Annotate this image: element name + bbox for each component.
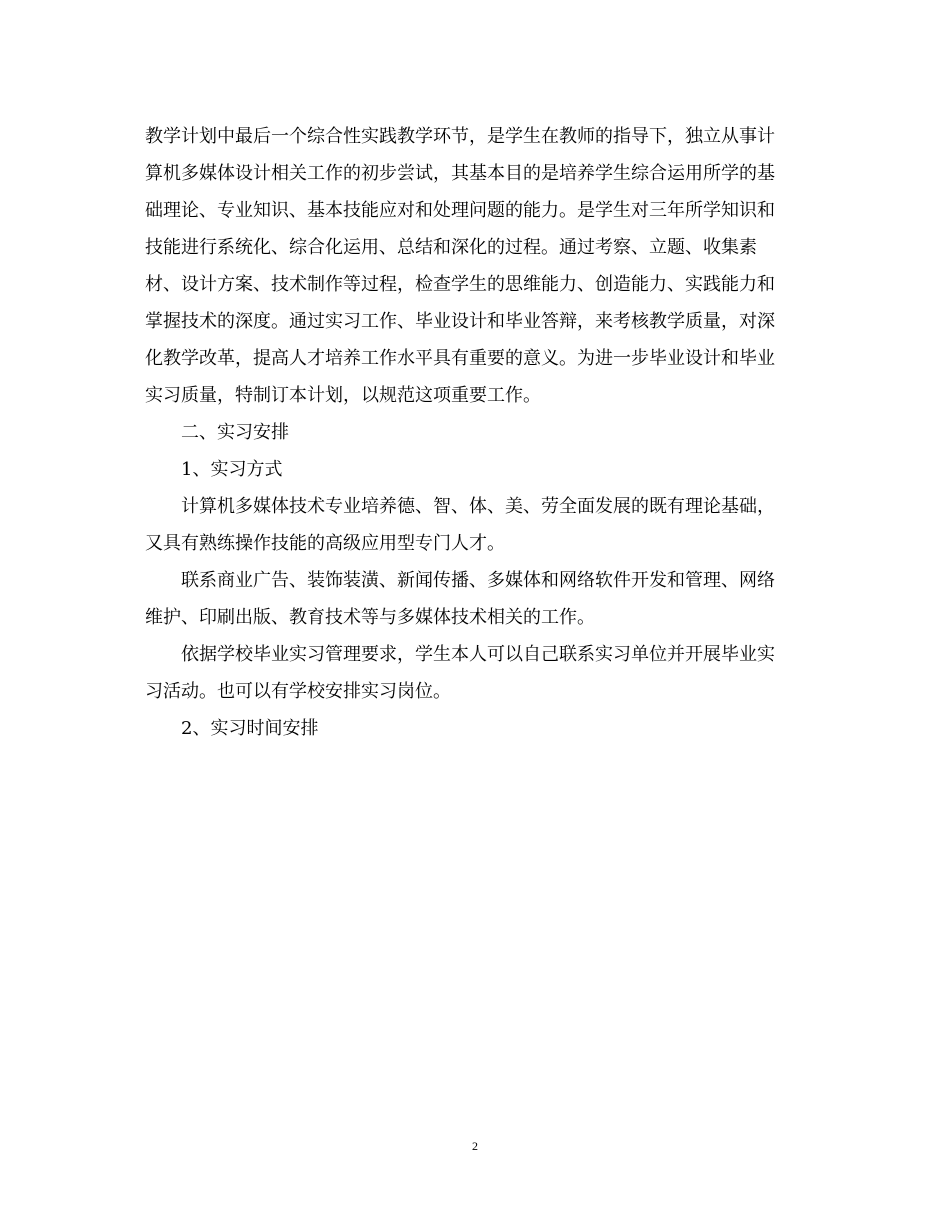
page-number: 2 <box>472 1139 478 1153</box>
text-line: 技能进行系统化、综合化运用、总结和深化的过程。通过考察、立题、收集素 <box>145 237 757 258</box>
text-line: 依据学校毕业实习管理要求，学生本人可以自己联系实习单位并开展毕业实 <box>181 644 775 665</box>
text-line: 计算机多媒体技术专业培养德、智、体、美、劳全面发展的既有理论基础， <box>181 496 775 517</box>
subsection-heading <box>145 710 805 747</box>
paragraph-training-goal <box>145 488 805 562</box>
subsection-heading-text: 1、实习方式 <box>181 459 283 480</box>
section-heading <box>145 414 805 451</box>
text-line: 算机多媒体设计相关工作的初步尝试，其基本目的是培养学生综合运用所学的基 <box>145 163 775 184</box>
text-line: 实习质量，特制订本计划，以规范这项重要工作。 <box>145 385 541 406</box>
text-line: 材、设计方案、技术制作等过程，检查学生的思维能力、创造能力、实践能力和 <box>145 274 775 295</box>
document-body <box>145 118 805 747</box>
text-line: 化教学改革，提高人才培养工作水平具有重要的意义。为进一步毕业设计和毕业 <box>145 348 775 369</box>
subsection-heading-text: 2、实习时间安排 <box>181 718 319 739</box>
paragraph-placement-rules <box>145 636 805 710</box>
text-line: 维护、印刷出版、教育技术等与多媒体技术相关的工作。 <box>145 607 595 628</box>
paragraph-intro <box>145 118 805 414</box>
text-line: 又具有熟练操作技能的高级应用型专门人才。 <box>145 533 505 554</box>
section-heading-text: 二、实习安排 <box>181 422 289 443</box>
text-line: 教学计划中最后一个综合性实践教学环节，是学生在教师的指导下，独立从事计 <box>145 126 775 147</box>
text-line: 础理论、专业知识、基本技能应对和处理问题的能力。是学生对三年所学知识和 <box>145 200 775 221</box>
text-line: 习活动。也可以有学校安排实习岗位。 <box>145 681 451 702</box>
paragraph-work-fields <box>145 562 805 636</box>
text-line: 联系商业广告、装饰装潢、新闻传播、多媒体和网络软件开发和管理、网络 <box>181 570 775 591</box>
subsection-heading <box>145 451 805 488</box>
text-line: 掌握技术的深度。通过实习工作、毕业设计和毕业答辩，来考核教学质量，对深 <box>145 311 775 332</box>
